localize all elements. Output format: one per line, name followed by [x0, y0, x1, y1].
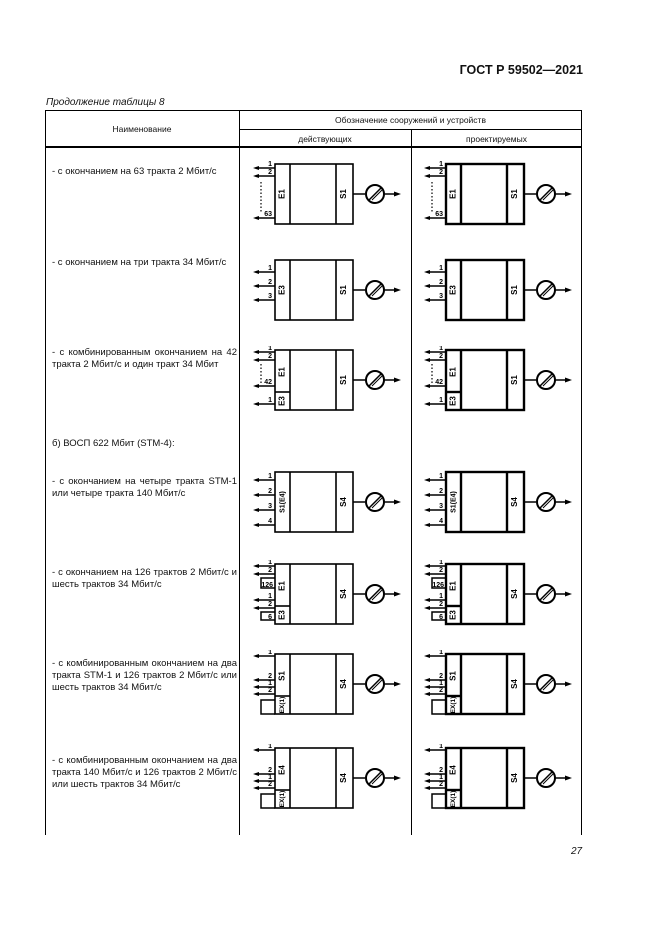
row-text-6: - с комбинированным окончанием на два тракта STM-1 и 126 трактов 2 Мбит/с или шесть трактов 34 Мбит/с [52, 658, 237, 693]
svg-text:E3: E3 [448, 396, 458, 406]
svg-text:1: 1 [439, 774, 443, 781]
table-left-border [45, 110, 46, 835]
svg-text:126: 126 [432, 582, 444, 589]
svg-text:E1: E1 [277, 581, 287, 591]
svg-text:1: 1 [439, 744, 443, 750]
svg-text:E4: E4 [277, 765, 287, 775]
svg-text:EX(1): EX(1) [279, 790, 287, 808]
svg-text:42: 42 [264, 379, 272, 386]
svg-text:1: 1 [439, 593, 443, 600]
svg-text:S1: S1 [510, 189, 520, 199]
svg-text:2: 2 [439, 279, 443, 286]
svg-text:S4: S4 [339, 589, 349, 599]
standard-number: ГОСТ Р 59502—2021 [459, 63, 583, 77]
svg-text:4: 4 [439, 518, 443, 525]
svg-text:2: 2 [439, 673, 443, 680]
diagram-projected-e1-63 [424, 160, 574, 235]
svg-text:1: 1 [268, 774, 272, 781]
svg-text:1: 1 [268, 397, 272, 404]
diagram-existing-s1e4-4 [253, 468, 403, 543]
svg-text:E3: E3 [277, 610, 287, 620]
svg-text:S1(E4): S1(E4) [450, 491, 458, 513]
row-text-5: - с окончанием на 126 трактов 2 Мбит/с и шесть трактов 34 Мбит/с [52, 567, 237, 590]
svg-text:1: 1 [439, 265, 443, 272]
svg-text:S4: S4 [510, 679, 520, 689]
diagram-existing-s1-exe1 [253, 650, 403, 725]
svg-text:2: 2 [268, 169, 272, 176]
column-divider-2 [411, 129, 412, 835]
svg-text:1: 1 [268, 680, 272, 687]
diagram-existing-e1-126-e3-6 [253, 560, 403, 635]
svg-text:E3: E3 [448, 285, 458, 295]
svg-text:S1: S1 [339, 189, 349, 199]
diagram-projected-e1-126-e3-6 [424, 560, 574, 635]
svg-text:2: 2 [268, 767, 272, 774]
col-header-name: Наименование [112, 124, 172, 134]
svg-text:1: 1 [268, 744, 272, 750]
svg-text:E3: E3 [277, 396, 287, 406]
diagram-projected-e3-3 [424, 256, 574, 331]
svg-text:S1(E4): S1(E4) [279, 491, 287, 513]
row-text-7: - с комбинированным окончанием на два тракта 140 Мбит/с и 126 трактов 2 Мбит/с или шесть трактов 34 Мбит/с [52, 755, 237, 790]
diagram-projected-s1e4-4 [424, 468, 574, 543]
svg-text:1: 1 [439, 680, 443, 687]
col-header-group: Обозначение сооружений и устройств [335, 115, 486, 125]
svg-text:2: 2 [268, 567, 272, 574]
svg-text:EX(1): EX(1) [279, 696, 287, 714]
svg-text:2: 2 [439, 488, 443, 495]
svg-text:E3: E3 [277, 285, 287, 295]
svg-text:E1: E1 [448, 581, 458, 591]
svg-text:63: 63 [264, 211, 272, 218]
svg-text:2: 2 [439, 353, 443, 360]
svg-text:E4: E4 [448, 765, 458, 775]
svg-text:E1: E1 [277, 189, 287, 199]
svg-text:S4: S4 [510, 497, 520, 507]
row-text-3: - с комбинированным окончанием на 42 тракта 2 Мбит/с и один тракт 34 Мбит [52, 347, 237, 370]
svg-text:2: 2 [268, 781, 272, 788]
col-header-projected: проектируемых [466, 134, 527, 144]
diagram-existing-e3-3 [253, 256, 403, 331]
svg-text:2: 2 [439, 767, 443, 774]
svg-text:1: 1 [439, 650, 443, 656]
diagram-projected-e4-exe1 [424, 744, 574, 819]
table-right-border [581, 110, 582, 835]
svg-text:1: 1 [439, 560, 443, 566]
header-bottom-border [45, 146, 582, 148]
svg-text:E1: E1 [448, 189, 458, 199]
svg-text:3: 3 [268, 503, 272, 510]
svg-text:S1: S1 [339, 285, 349, 295]
svg-text:1: 1 [439, 161, 443, 168]
diagram-projected-e1-42-e3 [424, 346, 574, 421]
table-top-border [45, 110, 582, 111]
svg-text:1: 1 [439, 473, 443, 480]
svg-text:S4: S4 [510, 589, 520, 599]
column-divider-1 [239, 110, 240, 835]
page-number: 27 [571, 846, 583, 857]
svg-text:S4: S4 [510, 773, 520, 783]
svg-text:S1: S1 [277, 671, 287, 681]
svg-text:2: 2 [439, 687, 443, 694]
table-caption: Продолжение таблицы 8 [46, 97, 165, 108]
svg-text:1: 1 [268, 650, 272, 656]
svg-text:S1: S1 [448, 671, 458, 681]
svg-text:E1: E1 [277, 367, 287, 377]
svg-text:1: 1 [439, 346, 443, 352]
svg-text:3: 3 [268, 293, 272, 300]
svg-text:4: 4 [268, 518, 272, 525]
svg-text:2: 2 [268, 353, 272, 360]
svg-text:EX(1): EX(1) [450, 790, 458, 808]
svg-text:1: 1 [268, 161, 272, 168]
svg-text:3: 3 [439, 503, 443, 510]
svg-text:63: 63 [435, 211, 443, 218]
svg-text:1: 1 [268, 346, 272, 352]
svg-text:6: 6 [439, 614, 443, 621]
svg-text:126: 126 [261, 582, 273, 589]
svg-text:6: 6 [268, 614, 272, 621]
svg-text:2: 2 [268, 687, 272, 694]
header-split-line [239, 129, 582, 130]
svg-text:E1: E1 [448, 367, 458, 377]
svg-text:S1: S1 [510, 375, 520, 385]
svg-text:2: 2 [268, 673, 272, 680]
diagram-existing-e4-exe1 [253, 744, 403, 819]
svg-text:S4: S4 [339, 497, 349, 507]
svg-text:2: 2 [439, 169, 443, 176]
svg-text:EX(1): EX(1) [450, 696, 458, 714]
svg-text:2: 2 [268, 279, 272, 286]
diagram-existing-e1-63 [253, 160, 403, 235]
svg-text:42: 42 [435, 379, 443, 386]
svg-text:S4: S4 [339, 773, 349, 783]
row-text-section-b: б) ВОСП 622 Мбит (STM-4): [52, 438, 175, 449]
row-text-4: - с окончанием на четыре тракта STM-1 или четыре тракта 140 Мбит/с [52, 476, 237, 499]
row-text-2: - с окончанием на три тракта 34 Мбит/с [52, 257, 227, 268]
diagram-existing-e1-42-e3 [253, 346, 403, 421]
svg-text:1: 1 [439, 397, 443, 404]
diagram-projected-s1-exe1 [424, 650, 574, 725]
svg-text:3: 3 [439, 293, 443, 300]
svg-text:E3: E3 [448, 610, 458, 620]
row-text-1: - с окончанием на 63 тракта 2 Мбит/с [52, 166, 217, 177]
svg-text:1: 1 [268, 473, 272, 480]
svg-text:2: 2 [439, 567, 443, 574]
svg-text:2: 2 [439, 601, 443, 608]
svg-text:1: 1 [268, 265, 272, 272]
svg-text:S1: S1 [339, 375, 349, 385]
svg-text:2: 2 [268, 601, 272, 608]
svg-text:1: 1 [268, 593, 272, 600]
svg-text:S4: S4 [339, 679, 349, 689]
svg-text:1: 1 [268, 560, 272, 566]
svg-text:2: 2 [439, 781, 443, 788]
svg-text:2: 2 [268, 488, 272, 495]
svg-text:S1: S1 [510, 285, 520, 295]
col-header-existing: действующих [298, 134, 352, 144]
